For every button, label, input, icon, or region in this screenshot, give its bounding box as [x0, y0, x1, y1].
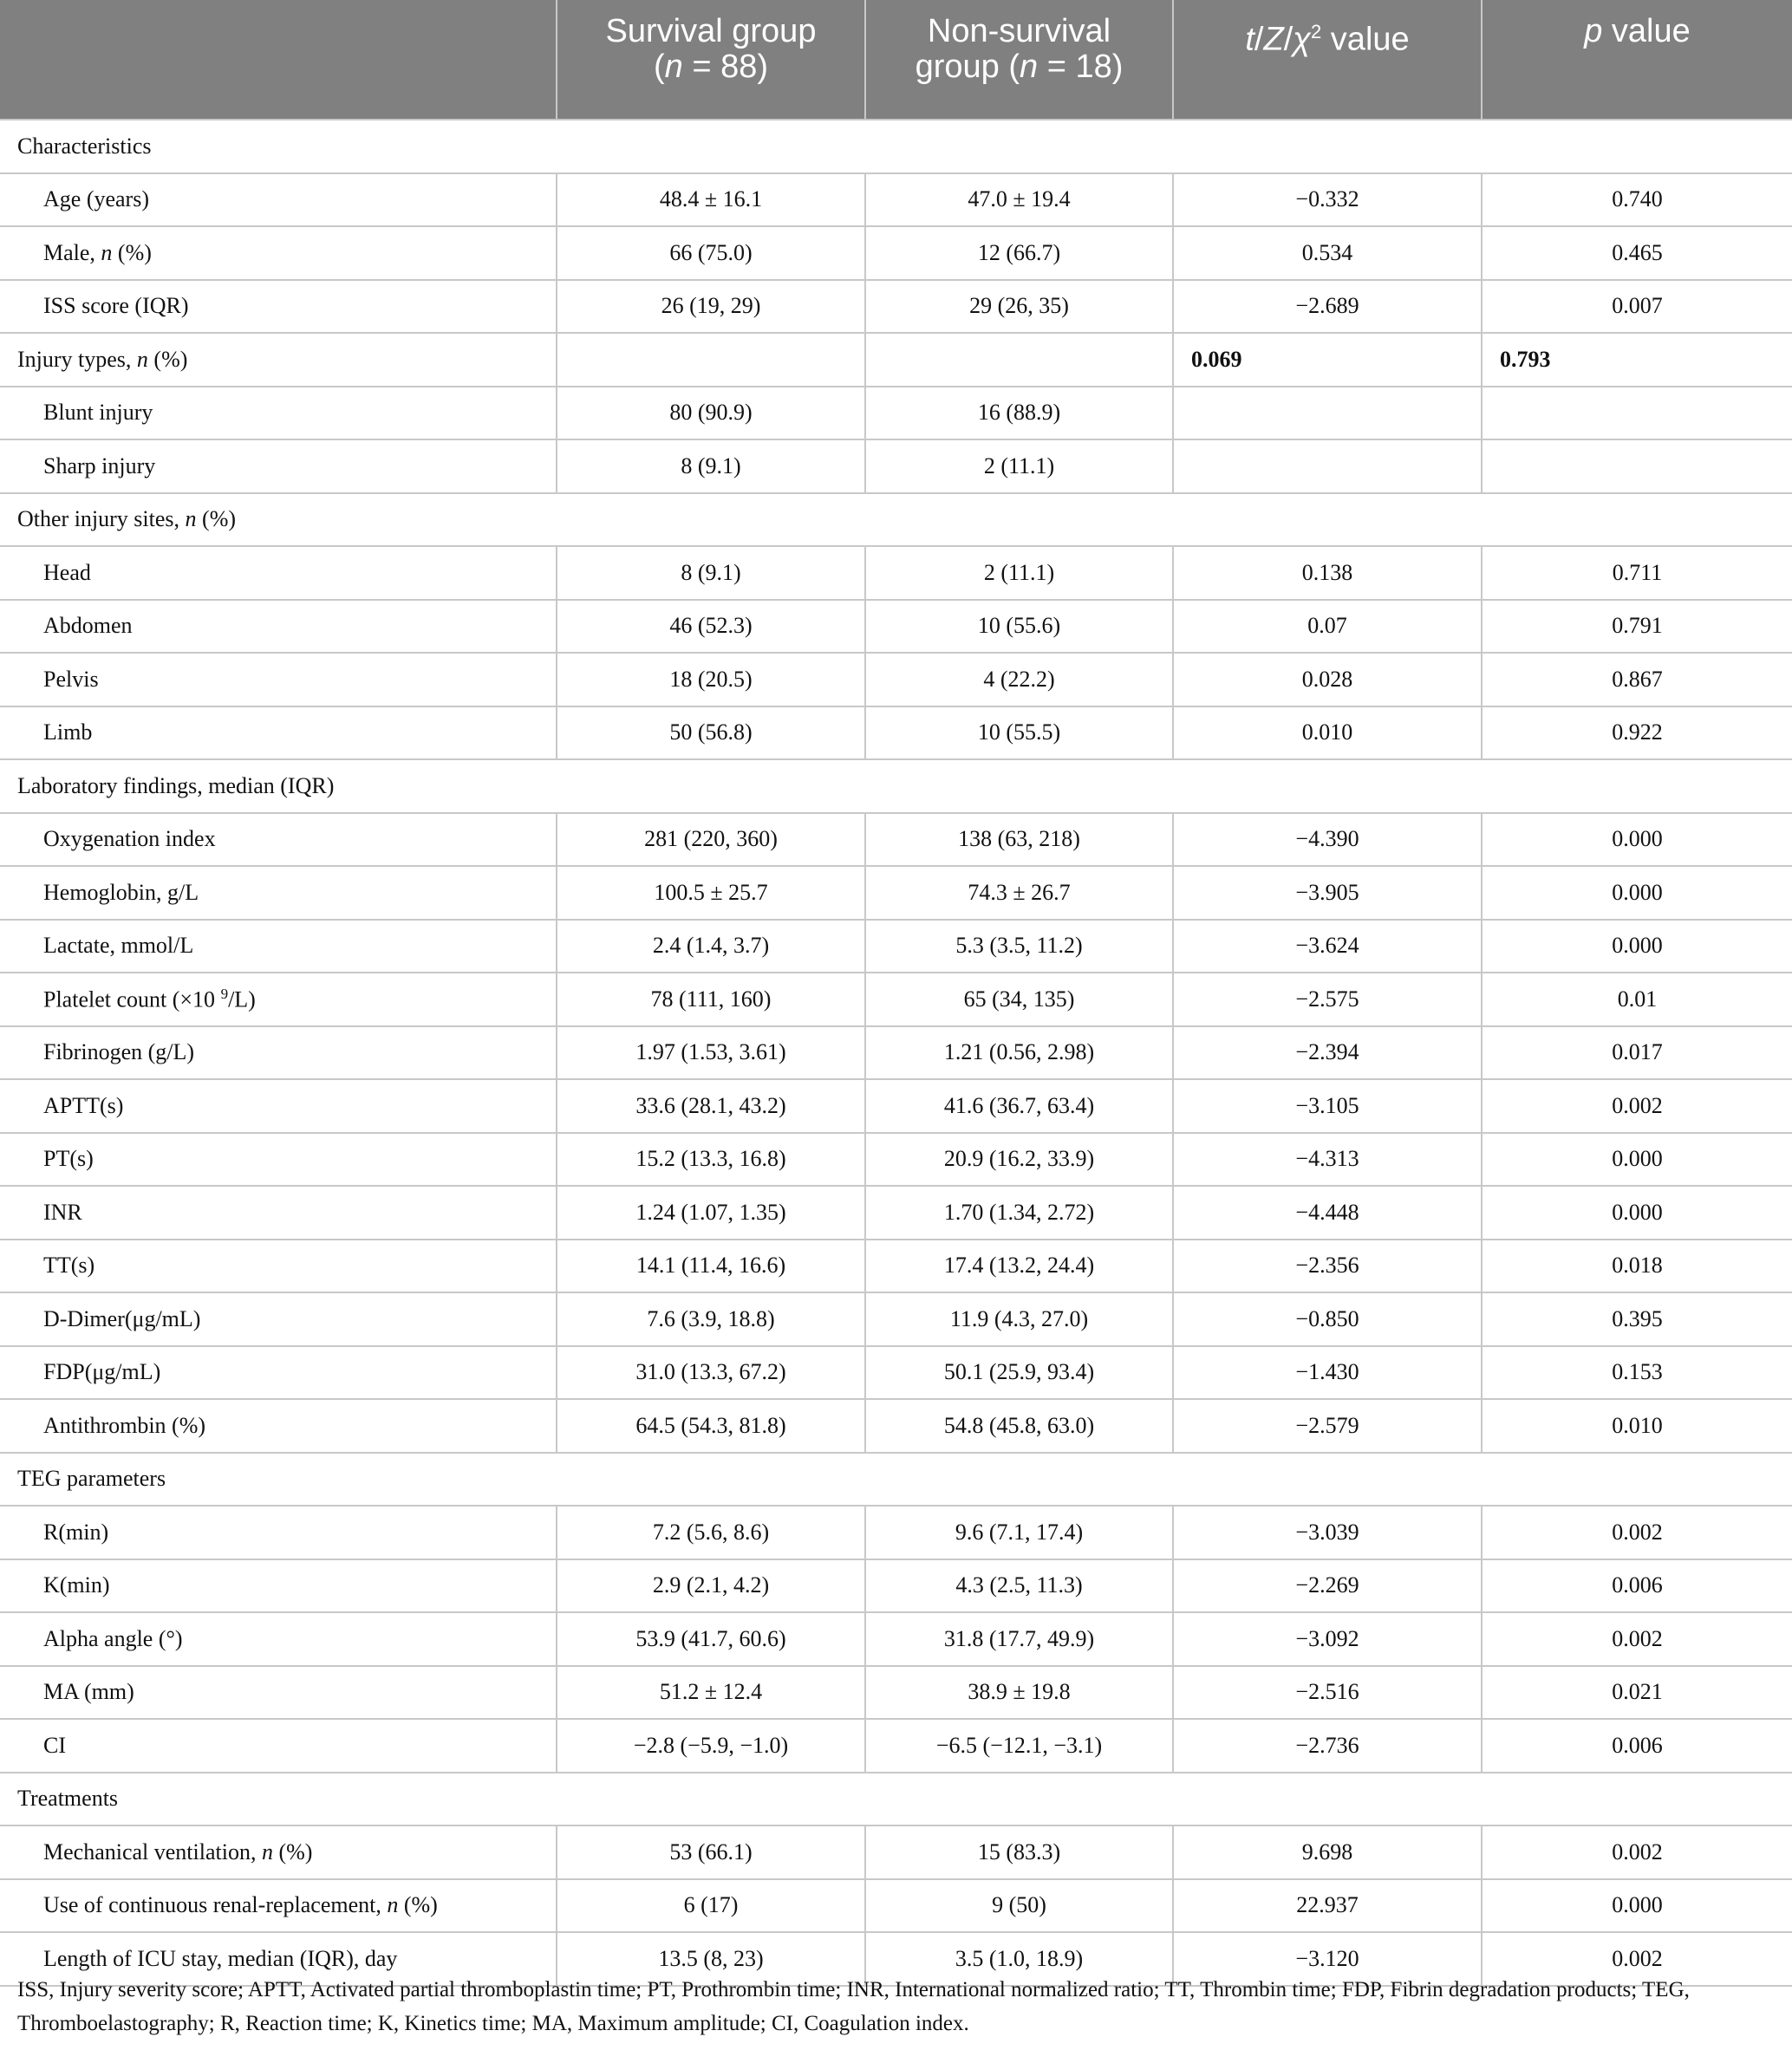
non-survival-value: 16 (88.9) [865, 387, 1173, 440]
p-value: 0.740 [1482, 173, 1792, 227]
non-survival-value: −6.5 (−12.1, −3.1) [865, 1719, 1173, 1773]
statistic-value: −2.516 [1173, 1666, 1482, 1720]
survival-value: 15.2 (13.3, 16.8) [557, 1133, 865, 1187]
survival-value: 50 (56.8) [557, 706, 865, 760]
table-row [0, 226, 1792, 280]
row-label: Mechanical ventilation, n (%) [0, 1825, 557, 1879]
table-row [0, 866, 1792, 920]
p-value: 0.711 [1482, 546, 1792, 600]
table-row [0, 973, 1792, 1026]
p-value: 0.002 [1482, 1506, 1792, 1559]
row-label: Abdomen [0, 600, 557, 654]
table-row [0, 600, 1792, 654]
statistic-value: −2.356 [1173, 1240, 1482, 1293]
row-label: Pelvis [0, 653, 557, 706]
p-value: 0.01 [1482, 973, 1792, 1026]
survival-value: 281 (220, 360) [557, 813, 865, 867]
row-label: Length of ICU stay, median (IQR), day [0, 1932, 557, 1986]
p-value: 0.000 [1482, 813, 1792, 867]
row-label: Lactate, mmol/L [0, 920, 557, 973]
statistic-value: 22.937 [1173, 1879, 1482, 1933]
table-row [0, 173, 1792, 227]
row-label: Male, n (%) [0, 226, 557, 280]
table-row [0, 1559, 1792, 1613]
row-label: PT(s) [0, 1133, 557, 1187]
survival-value: 6 (17) [557, 1879, 865, 1933]
survival-value: 66 (75.0) [557, 226, 865, 280]
statistic-value: −4.313 [1173, 1133, 1482, 1187]
table-row [0, 813, 1792, 867]
statistic-value: −0.332 [1173, 173, 1482, 227]
p-value: 0.922 [1482, 706, 1792, 760]
row-label: K(min) [0, 1559, 557, 1613]
table-row [0, 1186, 1792, 1240]
table-row [0, 706, 1792, 760]
non-survival-value [865, 333, 1173, 387]
survival-value: 13.5 (8, 23) [557, 1932, 865, 1986]
survival-value: 46 (52.3) [557, 600, 865, 654]
table-row [0, 1666, 1792, 1720]
table-row [0, 280, 1792, 334]
statistic-value: 0.07 [1173, 600, 1482, 654]
survival-value [557, 333, 865, 387]
survival-value: 48.4 ± 16.1 [557, 173, 865, 227]
non-survival-value: 12 (66.7) [865, 226, 1173, 280]
row-label: Antithrombin (%) [0, 1399, 557, 1453]
row-label: Blunt injury [0, 387, 557, 440]
table-footnote: ISS, Injury severity score; APTT, Activated partial thromboplastin time; PT, Prothrombin time; INR, International normalized ratio; TT, Thrombin time; FDP, Fibrin degradation products; TEG, Thromboelastography; R, Reaction time; K, Kinetics time; MA, Maximum amplitude; CI, Coagulation index. [17, 1978, 1690, 2035]
table-row [0, 1292, 1792, 1346]
statistic-value [1173, 387, 1482, 440]
non-survival-value: 4 (22.2) [865, 653, 1173, 706]
survival-value: 7.2 (5.6, 8.6) [557, 1506, 865, 1559]
row-label: APTT(s) [0, 1079, 557, 1133]
table-row [0, 1399, 1792, 1453]
p-value: 0.002 [1482, 1612, 1792, 1666]
statistic-value: −0.850 [1173, 1292, 1482, 1346]
non-survival-value: 31.8 (17.7, 49.9) [865, 1612, 1173, 1666]
non-survival-value: 9.6 (7.1, 17.4) [865, 1506, 1173, 1559]
statistic-value: −4.448 [1173, 1186, 1482, 1240]
table-row [0, 1026, 1792, 1080]
section-label: Injury types, n (%) [0, 333, 557, 387]
p-value: 0.793 [1482, 333, 1792, 387]
row-label: D-Dimer(μg/mL) [0, 1292, 557, 1346]
non-survival-value: 50.1 (25.9, 93.4) [865, 1346, 1173, 1400]
statistic-value: −3.039 [1173, 1506, 1482, 1559]
statistic-value: −3.120 [1173, 1932, 1482, 1986]
p-value: 0.465 [1482, 226, 1792, 280]
row-label: Fibrinogen (g/L) [0, 1026, 557, 1080]
table-row [0, 1612, 1792, 1666]
table-row [0, 387, 1792, 440]
statistic-value: −2.689 [1173, 280, 1482, 334]
p-value: 0.006 [1482, 1719, 1792, 1773]
statistic-value: −3.624 [1173, 920, 1482, 973]
statistic-value: 0.028 [1173, 653, 1482, 706]
survival-value: 53.9 (41.7, 60.6) [557, 1612, 865, 1666]
survival-value: 7.6 (3.9, 18.8) [557, 1292, 865, 1346]
p-value: 0.000 [1482, 866, 1792, 920]
non-survival-value: 2 (11.1) [865, 439, 1173, 493]
statistic-value: −2.575 [1173, 973, 1482, 1026]
section-label: Other injury sites, n (%) [0, 493, 1792, 547]
p-value: 0.867 [1482, 653, 1792, 706]
survival-value: 33.6 (28.1, 43.2) [557, 1079, 865, 1133]
non-survival-value: 54.8 (45.8, 63.0) [865, 1399, 1173, 1453]
p-value: 0.000 [1482, 1186, 1792, 1240]
statistic-value: 9.698 [1173, 1825, 1482, 1879]
non-survival-value: 65 (34, 135) [865, 973, 1173, 1026]
non-survival-value: 74.3 ± 26.7 [865, 866, 1173, 920]
statistic-value: −1.430 [1173, 1346, 1482, 1400]
survival-value: 78 (111, 160) [557, 973, 865, 1026]
section-row [0, 759, 1792, 813]
statistic-value: −3.092 [1173, 1612, 1482, 1666]
statistic-value: −4.390 [1173, 813, 1482, 867]
table-row [0, 546, 1792, 600]
row-label: Limb [0, 706, 557, 760]
non-survival-value: 20.9 (16.2, 33.9) [865, 1133, 1173, 1187]
non-survival-value: 1.21 (0.56, 2.98) [865, 1026, 1173, 1080]
statistic-value: −2.736 [1173, 1719, 1482, 1773]
table-row [0, 1346, 1792, 1400]
non-survival-value: 15 (83.3) [865, 1825, 1173, 1879]
p-value [1482, 439, 1792, 493]
statistic-value: 0.010 [1173, 706, 1482, 760]
p-value: 0.017 [1482, 1026, 1792, 1080]
section-row [0, 333, 1792, 387]
section-row [0, 1453, 1792, 1507]
non-survival-value: 41.6 (36.7, 63.4) [865, 1079, 1173, 1133]
header-non-survival-group: Non-survival group (n = 18) [865, 0, 1173, 120]
non-survival-value: 47.0 ± 19.4 [865, 173, 1173, 227]
non-survival-value: 10 (55.6) [865, 600, 1173, 654]
table-row [0, 1240, 1792, 1293]
non-survival-value: 9 (50) [865, 1879, 1173, 1933]
section-row [0, 1773, 1792, 1826]
row-label: Head [0, 546, 557, 600]
table-row [0, 439, 1792, 493]
table-row [0, 1079, 1792, 1133]
survival-value: 2.4 (1.4, 3.7) [557, 920, 865, 973]
non-survival-value: 138 (63, 218) [865, 813, 1173, 867]
non-survival-value: 11.9 (4.3, 27.0) [865, 1292, 1173, 1346]
p-value: 0.000 [1482, 1879, 1792, 1933]
survival-value: 14.1 (11.4, 16.6) [557, 1240, 865, 1293]
section-row [0, 493, 1792, 547]
table-row [0, 920, 1792, 973]
row-label: TT(s) [0, 1240, 557, 1293]
survival-value: 53 (66.1) [557, 1825, 865, 1879]
row-label: Alpha angle (°) [0, 1612, 557, 1666]
survival-value: 18 (20.5) [557, 653, 865, 706]
statistic-value: 0.534 [1173, 226, 1482, 280]
table-row [0, 1133, 1792, 1187]
p-value: 0.000 [1482, 920, 1792, 973]
table-row [0, 1825, 1792, 1879]
non-survival-value: 17.4 (13.2, 24.4) [865, 1240, 1173, 1293]
survival-value: 2.9 (2.1, 4.2) [557, 1559, 865, 1613]
non-survival-value: 5.3 (3.5, 11.2) [865, 920, 1173, 973]
section-label: Laboratory findings, median (IQR) [0, 759, 1792, 813]
survival-value: 100.5 ± 25.7 [557, 866, 865, 920]
row-label: FDP(μg/mL) [0, 1346, 557, 1400]
survival-value: 26 (19, 29) [557, 280, 865, 334]
non-survival-value: 1.70 (1.34, 2.72) [865, 1186, 1173, 1240]
p-value: 0.791 [1482, 600, 1792, 654]
row-label: MA (mm) [0, 1666, 557, 1720]
survival-value: −2.8 (−5.9, −1.0) [557, 1719, 865, 1773]
table-row [0, 1506, 1792, 1559]
survival-value: 8 (9.1) [557, 546, 865, 600]
non-survival-value: 10 (55.5) [865, 706, 1173, 760]
section-row [0, 120, 1792, 173]
row-label: Platelet count (×10 $^9$/L) [0, 973, 557, 1026]
statistic-value [1173, 439, 1482, 493]
statistic-value: 0.138 [1173, 546, 1482, 600]
row-label: Oxygenation index [0, 813, 557, 867]
row-label: Hemoglobin, g/L [0, 866, 557, 920]
table-header-row [0, 0, 1792, 120]
statistic-value: −2.579 [1173, 1399, 1482, 1453]
header-survival-group: Survival group (n = 88) [557, 0, 865, 120]
p-value: 0.006 [1482, 1559, 1792, 1613]
table-row [0, 1719, 1792, 1773]
row-label: CI [0, 1719, 557, 1773]
p-value: 0.000 [1482, 1133, 1792, 1187]
survival-value: 64.5 (54.3, 81.8) [557, 1399, 865, 1453]
row-label: Use of continuous renal-replacement, n (%) [0, 1879, 557, 1933]
section-label: Treatments [0, 1773, 1792, 1826]
row-label: Sharp injury [0, 439, 557, 493]
non-survival-value: 29 (26, 35) [865, 280, 1173, 334]
p-value [1482, 387, 1792, 440]
non-survival-value: 4.3 (2.5, 11.3) [865, 1559, 1173, 1613]
p-value: 0.018 [1482, 1240, 1792, 1293]
p-value: 0.010 [1482, 1399, 1792, 1453]
non-survival-value: 38.9 ± 19.8 [865, 1666, 1173, 1720]
row-label: ISS score (IQR) [0, 280, 557, 334]
table-row [0, 653, 1792, 706]
header-blank [0, 0, 557, 120]
section-label: TEG parameters [0, 1453, 1792, 1507]
header-p-value: p value [1482, 0, 1792, 120]
survival-value: 1.97 (1.53, 3.61) [557, 1026, 865, 1080]
p-value: 0.002 [1482, 1932, 1792, 1986]
statistic-value: −2.394 [1173, 1026, 1482, 1080]
statistic-value: −2.269 [1173, 1559, 1482, 1613]
survival-value: 31.0 (13.3, 67.2) [557, 1346, 865, 1400]
row-label: R(min) [0, 1506, 557, 1559]
non-survival-value: 3.5 (1.0, 18.9) [865, 1932, 1173, 1986]
p-value: 0.007 [1482, 280, 1792, 334]
survival-value: 8 (9.1) [557, 439, 865, 493]
survival-value: 51.2 ± 12.4 [557, 1666, 865, 1720]
p-value: 0.021 [1482, 1666, 1792, 1720]
row-label: Age (years) [0, 173, 557, 227]
survival-value: 1.24 (1.07, 1.35) [557, 1186, 865, 1240]
p-value: 0.002 [1482, 1079, 1792, 1133]
section-label: Characteristics [0, 120, 1792, 173]
row-label: INR [0, 1186, 557, 1240]
header-statistic-value: $t/Z/\chi^2$ value [1173, 0, 1482, 120]
p-value: 0.395 [1482, 1292, 1792, 1346]
statistic-value: −3.905 [1173, 866, 1482, 920]
survival-value: 80 (90.9) [557, 387, 865, 440]
p-value: 0.153 [1482, 1346, 1792, 1400]
statistic-value: −3.105 [1173, 1079, 1482, 1133]
statistic-value: 0.069 [1173, 333, 1482, 387]
non-survival-value: 2 (11.1) [865, 546, 1173, 600]
p-value: 0.002 [1482, 1825, 1792, 1879]
table-row [0, 1879, 1792, 1933]
